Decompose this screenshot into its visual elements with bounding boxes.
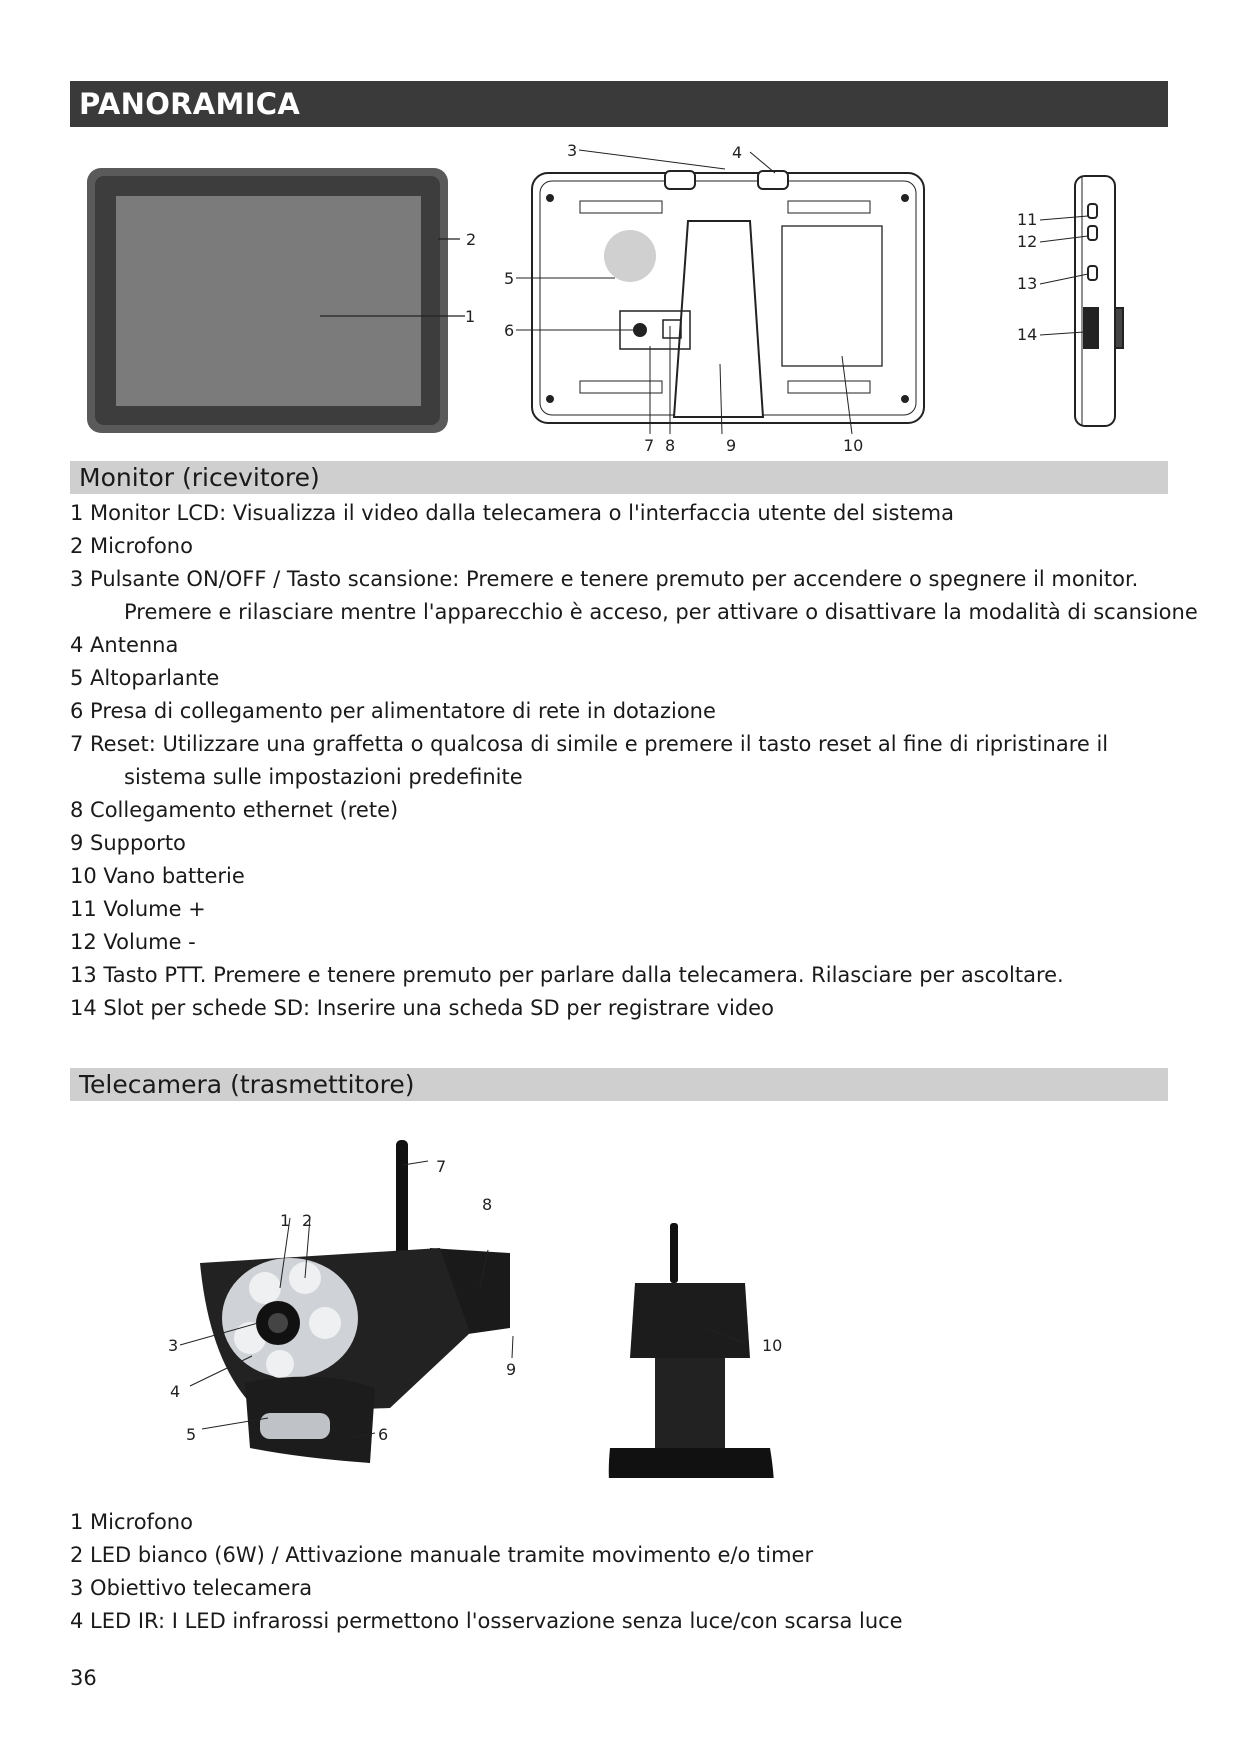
camera-section-heading: Telecamera (trasmettitore): [70, 1068, 1168, 1101]
callout-monitor-6: 6: [504, 321, 515, 340]
monitor-front-view: [87, 168, 465, 433]
list-item: 12 Volume -: [70, 930, 196, 954]
list-item: [70, 728, 1180, 794]
list-item: 11 Volume +: [70, 897, 206, 921]
list-item: 13 Tasto PTT. Premere e tenere premuto per parlare dalla telecamera. Rilasciare per ascoltare.: [70, 963, 1064, 987]
monitor-back-view: [532, 171, 924, 423]
monitor-parts-list: [70, 497, 1198, 1025]
callout-monitor-7: 7: [644, 436, 655, 455]
camera-diagram: [140, 1118, 840, 1478]
callout-monitor-4: 4: [732, 143, 743, 162]
callout-monitor-13: 13: [1017, 274, 1038, 293]
camera-side-view: [580, 1223, 774, 1478]
callout-camera-7: 7: [436, 1157, 447, 1176]
monitor-side-view: [1075, 176, 1123, 426]
list-item: 4 Antenna: [70, 633, 179, 657]
callout-camera-9: 9: [506, 1360, 517, 1379]
list-item: 1 Monitor LCD: Visualizza il video dalla telecamera o l'interfaccia utente del sistema: [70, 501, 954, 525]
callout-camera-5: 5: [186, 1425, 197, 1444]
callout-monitor-14: 14: [1017, 325, 1038, 344]
list-item-continuation: sistema sulle impostazioni predefinite: [124, 765, 523, 789]
list-item: 6 Presa di collegamento per alimentatore di rete in dotazione: [70, 699, 716, 723]
callout-monitor-3: 3: [567, 141, 578, 160]
page-number: 36: [70, 1666, 97, 1690]
list-item: 2 LED bianco (6W) / Attivazione manuale tramite movimento e/o timer: [70, 1543, 814, 1567]
callout-monitor-9: 9: [726, 436, 737, 455]
list-item: 3 Obiettivo telecamera: [70, 1576, 313, 1600]
callout-monitor-1: 1: [465, 307, 476, 326]
list-item: 8 Collegamento ethernet (rete): [70, 798, 399, 822]
callout-camera-4: 4: [170, 1382, 181, 1401]
camera-parts-list: [70, 1506, 1180, 1638]
callout-camera-1: 1: [280, 1211, 291, 1230]
list-item-continuation: Premere e rilasciare mentre l'apparecchio è acceso, per attivare o disattivare la modalità di scansione: [124, 600, 1198, 624]
camera-front-view: [200, 1140, 510, 1463]
section-title: PANORAMICA: [70, 81, 1168, 127]
list-item: 9 Supporto: [70, 831, 186, 855]
list-item: 5 Altoparlante: [70, 666, 220, 690]
list-item: 4 LED IR: I LED infrarossi permettono l'osservazione senza luce/con scarsa luce: [70, 1609, 903, 1633]
list-item: 10 Vano batterie: [70, 864, 245, 888]
callout-camera-8: 8: [482, 1195, 493, 1214]
monitor-section-heading: Monitor (ricevitore): [70, 461, 1168, 494]
list-item: 1 Microfono: [70, 1510, 193, 1534]
callout-camera-6: 6: [378, 1425, 389, 1444]
callout-monitor-8: 8: [665, 436, 676, 455]
callout-lines: [516, 150, 1088, 434]
callout-monitor-11: 11: [1017, 210, 1038, 229]
callout-monitor-2: 2: [466, 230, 477, 249]
list-item-text: 7 Reset: Utilizzare una graffetta o qualcosa di simile e premere il tasto reset al fine di ripristinare il: [70, 732, 1109, 756]
list-item: 14 Slot per schede SD: Inserire una scheda SD per registrare video: [70, 996, 774, 1020]
list-item-text: 3 Pulsante ON/OFF / Tasto scansione: Premere e tenere premuto per accendere o spegnere il monitor.: [70, 567, 1139, 591]
list-item: [70, 563, 1198, 629]
monitor-diagram: [70, 136, 1170, 461]
list-item: 2 Microfono: [70, 534, 193, 558]
callout-monitor-5: 5: [504, 269, 515, 288]
callout-camera-2: 2: [302, 1211, 313, 1230]
callout-camera-3: 3: [168, 1336, 179, 1355]
callout-camera-10: 10: [762, 1336, 783, 1355]
callout-monitor-12: 12: [1017, 232, 1038, 251]
callout-monitor-10: 10: [843, 436, 864, 455]
